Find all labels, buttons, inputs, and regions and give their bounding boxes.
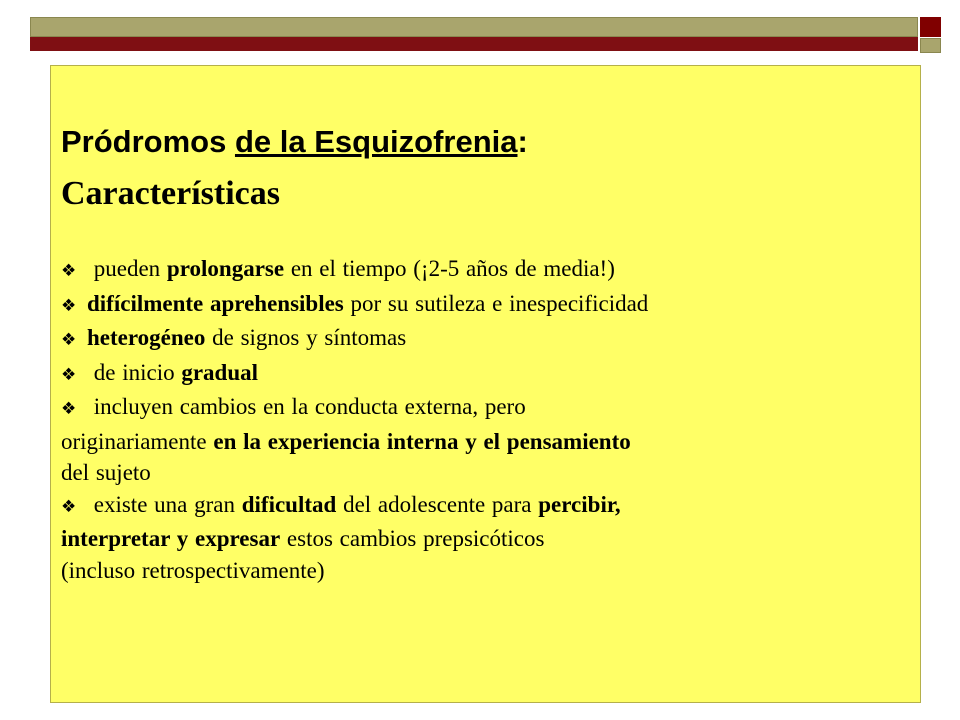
diamond-bullet-icon: ❖ [61, 496, 77, 517]
bullet-item-5-cont-2 [61, 457, 911, 489]
bullet-item-6-cont-2 [61, 555, 911, 587]
text: originariamente [61, 428, 214, 454]
bullet-item-5 [61, 391, 911, 426]
text: existe una gran [87, 491, 242, 517]
text: en el tiempo (¡2-5 años de media!) [284, 256, 615, 281]
text: estos cambios prepsicóticos [280, 526, 545, 551]
text: de inicio [87, 359, 182, 385]
slide-title [61, 124, 528, 160]
title-part-2: de la Esquizofrenia [234, 124, 518, 159]
bold-text: heterogéneo [87, 325, 206, 350]
bullet-list [61, 253, 911, 586]
bullet-item-5-cont-1 [61, 426, 911, 458]
text: (incluso retrospectivamente) [61, 557, 325, 583]
text: por su sutileza e inespecificidad [343, 290, 649, 316]
text: del sujeto [61, 460, 151, 485]
title-part-3: : [517, 124, 528, 159]
text: pueden [87, 256, 167, 281]
bold-text: prolongarse [166, 256, 285, 281]
bullet-item-6-cont-1 [61, 523, 911, 555]
corner-square-red [920, 17, 941, 37]
slide-subtitle: Características [61, 175, 281, 212]
diamond-bullet-icon: ❖ [61, 364, 77, 385]
corner-square-olive [920, 38, 941, 53]
bold-text: en la experiencia interna y el pensamiento [213, 428, 631, 454]
header-bar-maroon [30, 37, 918, 51]
bold-text: difícilmente aprehensibles [87, 290, 344, 316]
diamond-bullet-icon: ❖ [61, 330, 77, 350]
bullet-item-2 [61, 288, 911, 323]
diamond-bullet-icon: ❖ [61, 261, 77, 281]
bold-text: percibir, [538, 491, 621, 517]
text: del adolescente para [336, 491, 539, 517]
bold-text: gradual [181, 359, 259, 385]
text: incluyen cambios en la conducta externa, pero [87, 394, 526, 419]
bold-text: dificultad [241, 491, 337, 517]
header-bar-olive [30, 17, 918, 37]
bullet-item-3 [61, 322, 911, 357]
bullet-item-6 [61, 489, 911, 524]
bullet-item-1 [61, 253, 911, 288]
bold-text: interpretar y expresar [61, 526, 281, 551]
title-part-1: Pródromos [61, 124, 235, 159]
diamond-bullet-icon: ❖ [61, 295, 77, 316]
text: de signos y síntomas [205, 325, 407, 350]
diamond-bullet-icon: ❖ [61, 399, 77, 419]
bullet-item-4 [61, 357, 911, 392]
